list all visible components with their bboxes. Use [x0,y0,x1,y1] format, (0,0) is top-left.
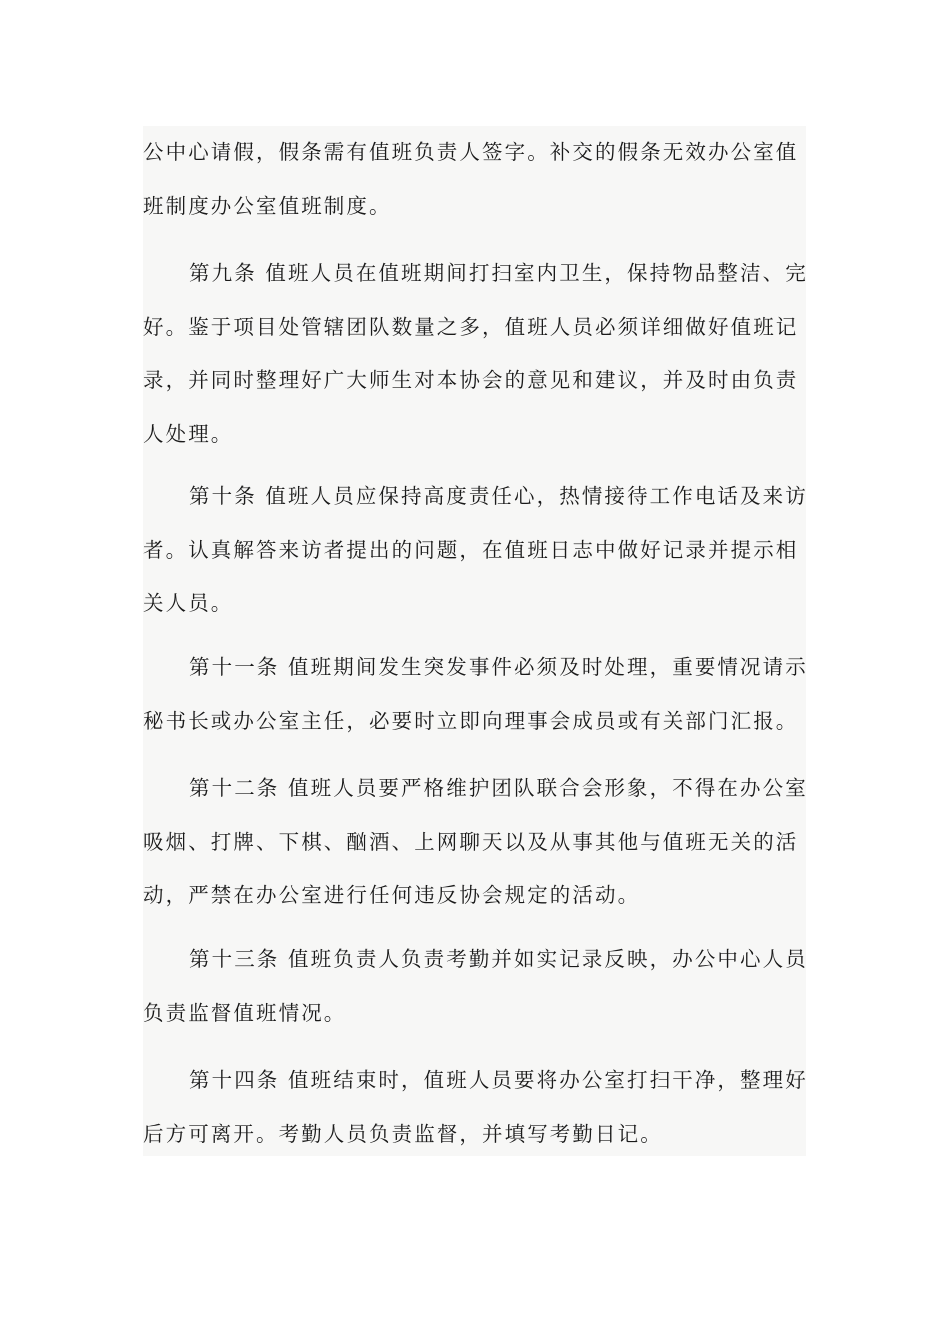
paragraph-article-14 [143,1054,806,1161]
text-line: 公中心请假，假条需有值班负责人签字。补交的假条无效办公室值 [143,140,799,164]
text-line: 第十三条 值班负责人负责考勤并如实记录反映，办公中心人员 [189,947,808,971]
text-line: 人处理。 [143,421,234,446]
text-line: 好。鉴于项目处管辖团队数量之多，值班人员必须详细做好值班记 [143,314,799,339]
paragraph-article-13 [143,933,806,1040]
first-line-wrap [143,247,806,301]
text-line: 第十二条 值班人员要严格维护团队联合会形象，不得在办公室 [189,776,808,800]
paragraph-article-11 [143,641,806,748]
paragraph-continuation [143,126,806,233]
text-line: 吸烟、打牌、下棋、酗酒、上网聊天以及从事其他与值班无关的活 [143,829,799,854]
text-line: 动，严禁在办公室进行任何违反协会规定的活动。 [143,883,641,907]
text-line: 第九条 值班人员在值班期间打扫室内卫生，保持物品整洁、完 [189,261,808,285]
first-line-wrap [143,1054,806,1108]
text-line: 负责监督值班情况。 [143,1000,347,1025]
text-line: 关人员。 [143,591,234,615]
text-line: 第十一条 值班期间发生突发事件必须及时处理，重要情况请示 [189,655,808,679]
first-line-wrap [143,933,806,987]
first-line-wrap [143,641,806,695]
first-line-wrap [143,470,806,524]
text-line: 秘书长或办公室主任，必要时立即向理事会成员或有关部门汇报。 [143,708,799,733]
text-line: 录，并同时整理好广大师生对本协会的意见和建议，并及时由负责 [143,368,799,392]
paragraph-article-10 [143,470,806,631]
text-line: 第十条 值班人员应保持高度责任心，热情接待工作电话及来访 [189,484,808,508]
text-line: 班制度办公室值班制度。 [143,193,392,218]
text-line: 后方可离开。考勤人员负责监督，并填写考勤日记。 [143,1121,663,1146]
paragraph-article-9 [143,247,806,461]
first-line-wrap [143,762,806,816]
text-line: 者。认真解答来访者提出的问题，在值班日志中做好记录并提示相 [143,537,799,562]
paragraph-article-12 [143,762,806,923]
text-line: 第十四条 值班结束时，值班人员要将办公室打扫干净，整理好 [189,1068,808,1092]
